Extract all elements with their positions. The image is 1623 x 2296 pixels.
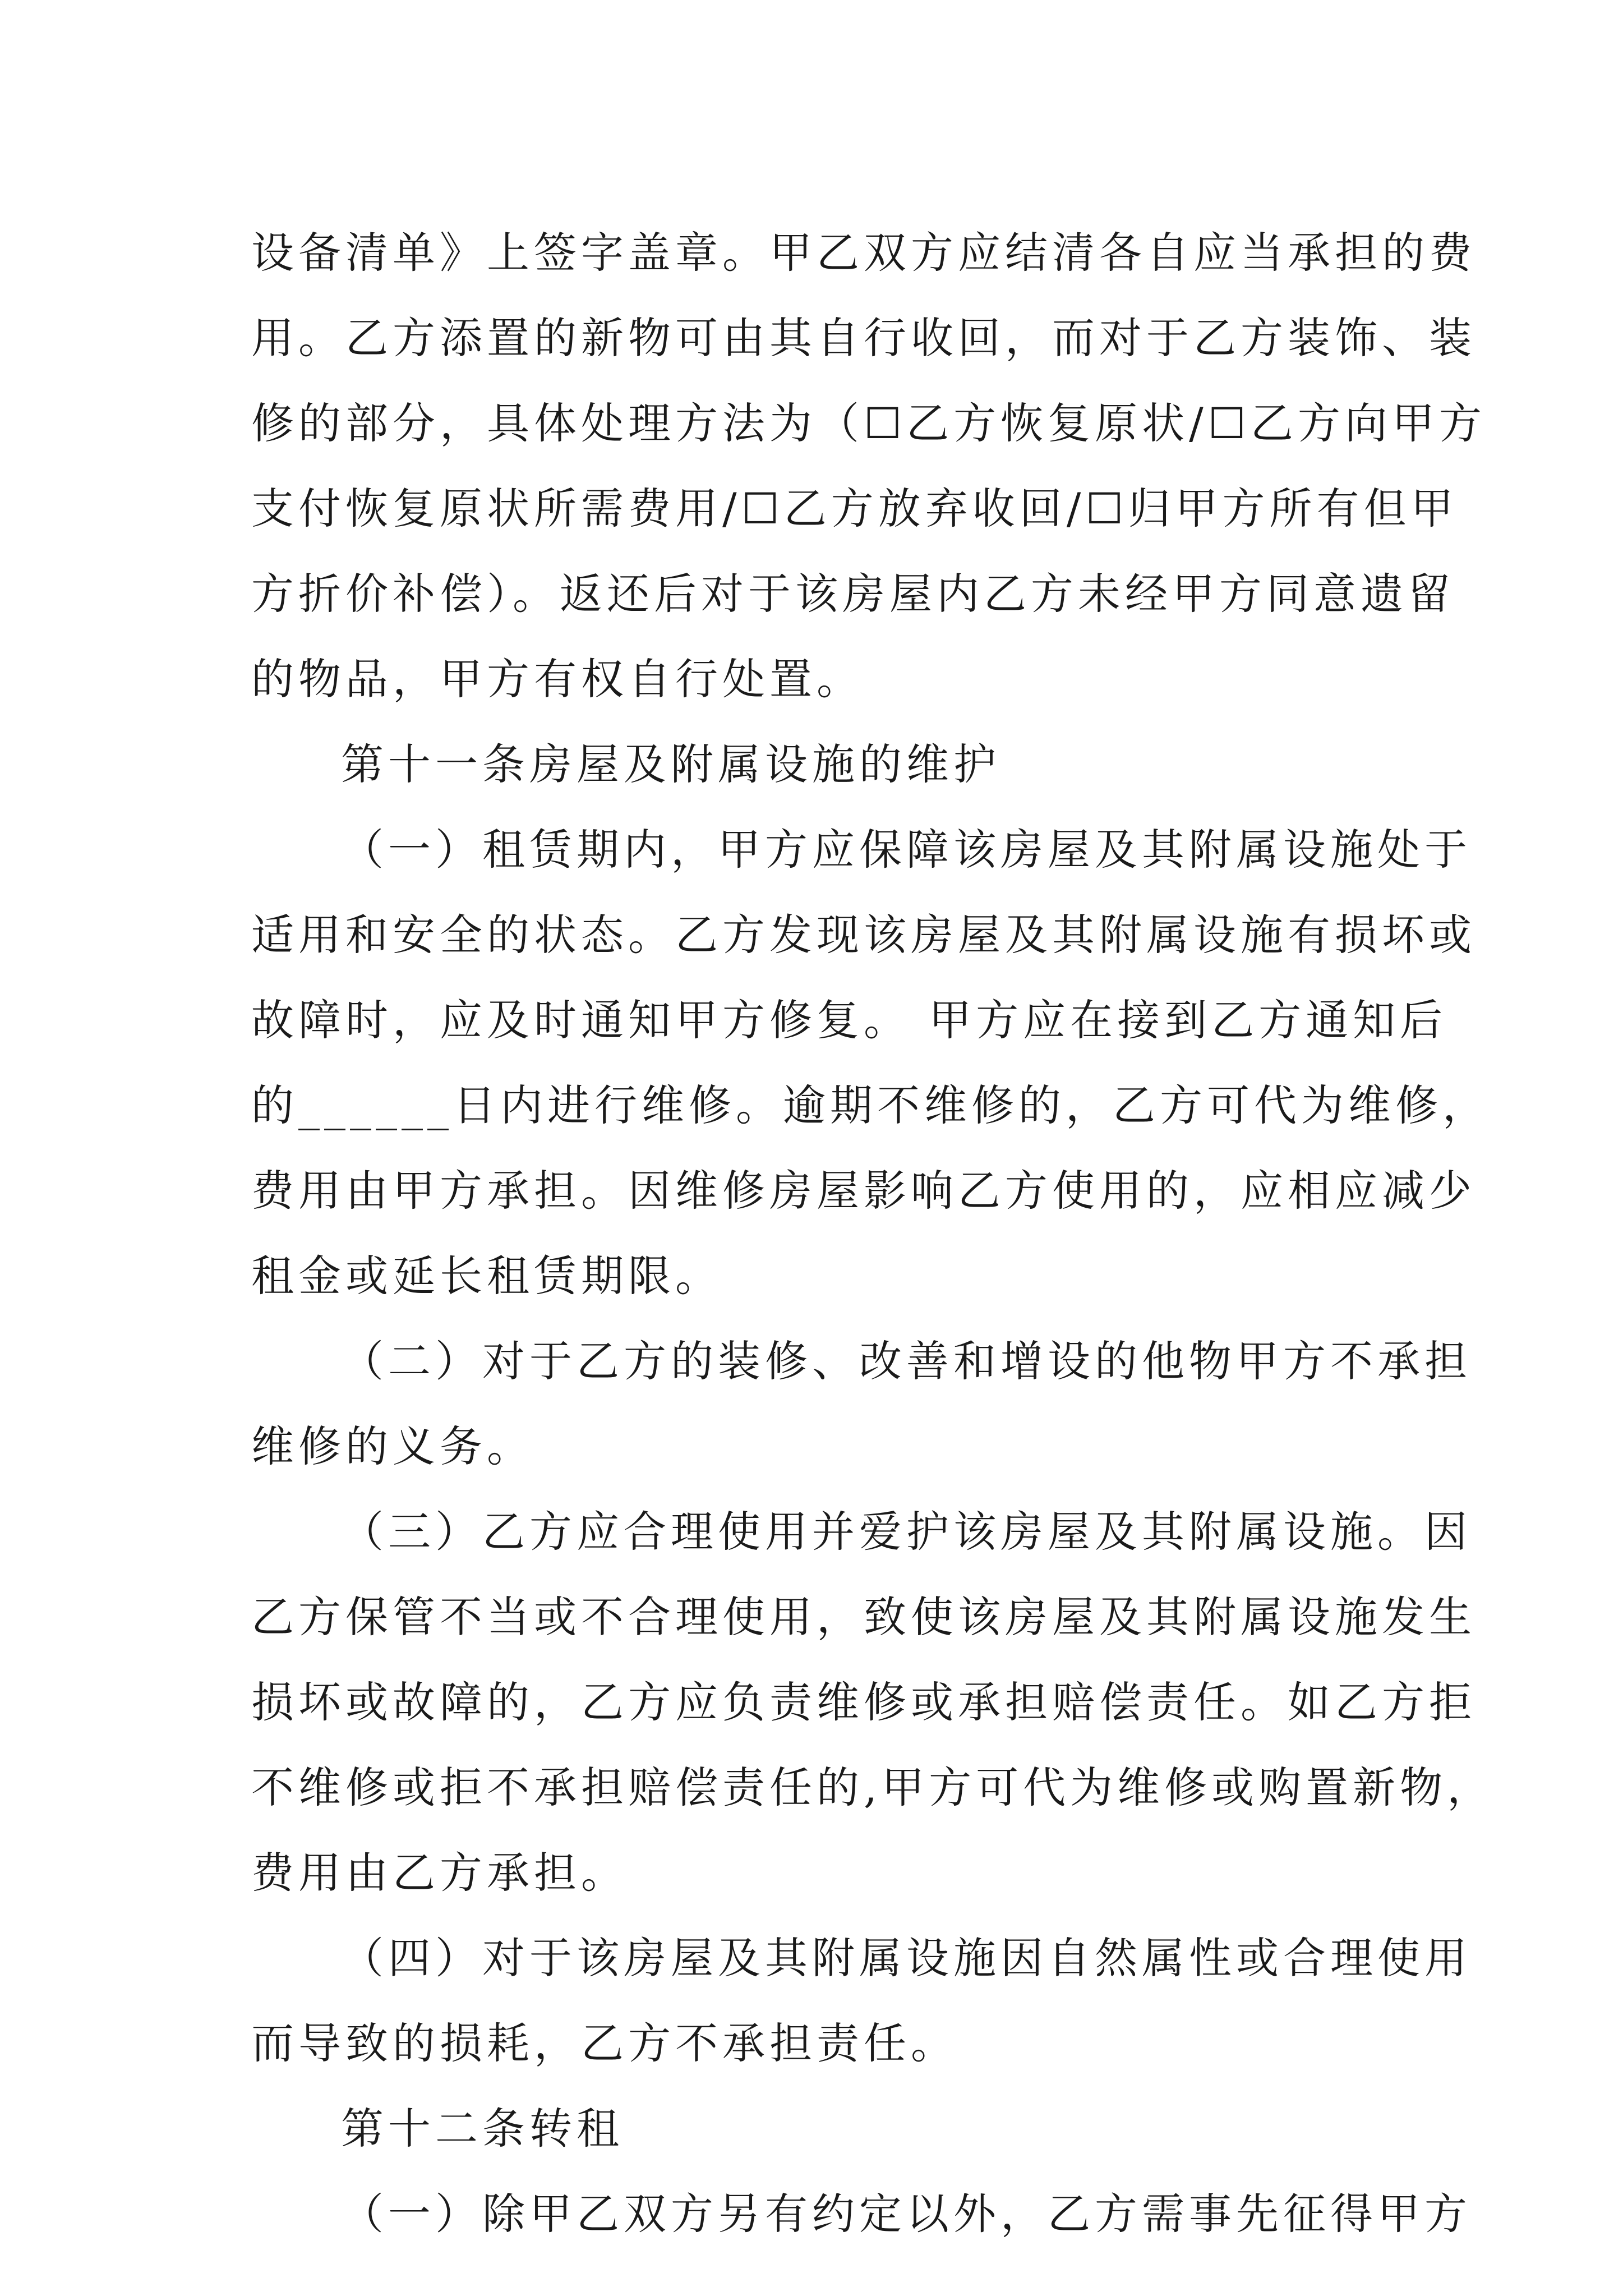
paragraph-line: 不维修或拒不承担赔偿责任的,甲方可代为维修或购置新物，: [251, 1763, 1495, 1812]
paragraph-line: 修的部分，具体处理方法为（☐乙方恢复原状/☐乙方向甲方: [251, 398, 1486, 448]
paragraph-line: 方折价补偿）。返还后对于该房屋内乙方未经甲方同意遗留: [251, 569, 1455, 619]
paragraph-line: 适用和安全的状态。乙方发现该房屋及其附属设施有损坏或: [251, 910, 1476, 960]
section-heading: 第十一条房屋及附属设施的维护: [341, 739, 1000, 789]
paragraph-line: 而导致的损耗，乙方不承担责任。: [251, 2018, 958, 2068]
paragraph-line: 乙方保管不当或不合理使用，致使该房屋及其附属设施发生: [251, 1592, 1476, 1642]
paragraph-line: 维修的义务。: [251, 1421, 534, 1471]
paragraph-line: 设备清单》上签字盖章。甲乙双方应结清各自应当承担的费: [251, 228, 1476, 278]
paragraph-line: 损坏或故障的，乙方应负责维修或承担赔偿责任。如乙方拒: [251, 1677, 1476, 1727]
section-heading: 第十二条转租: [341, 2104, 624, 2154]
document-body: [251, 210, 1495, 2257]
paragraph-line: 费用由乙方承担。: [251, 1848, 628, 1898]
paragraph-line: 的物品，甲方有权自行处置。: [251, 654, 864, 704]
paragraph-line: 用。乙方添置的新物可由其自行收回，而对于乙方装饰、装: [251, 313, 1476, 363]
paragraph-line: 费用由甲方承担。因维修房屋影响乙方使用的，应相应减少: [251, 1166, 1476, 1216]
clause-line: （一）除甲乙双方另有约定以外，乙方需事先征得甲方: [341, 2189, 1472, 2239]
paragraph-line: 租金或延长租赁期限。: [251, 1251, 722, 1301]
paragraph-line: 故障时，应及时通知甲方修复。 甲方应在接到乙方通知后: [251, 995, 1447, 1045]
clause-line: （四）对于该房屋及其附属设施因自然属性或合理使用: [341, 1933, 1472, 1983]
paragraph-line: 支付恢复原状所需费用/☐乙方放弃收回/☐归甲方所有但甲: [251, 484, 1458, 533]
clause-line: （三）乙方应合理使用并爱护该房屋及其附属设施。因: [341, 1507, 1472, 1557]
paragraph-line: 的______日内进行维修。逾期不维修的，乙方可代为维修，: [251, 1080, 1490, 1130]
clause-line: （二）对于乙方的装修、改善和增设的他物甲方不承担: [341, 1336, 1472, 1386]
clause-line: （一）租赁期内，甲方应保障该房屋及其附属设施处于: [341, 825, 1472, 875]
